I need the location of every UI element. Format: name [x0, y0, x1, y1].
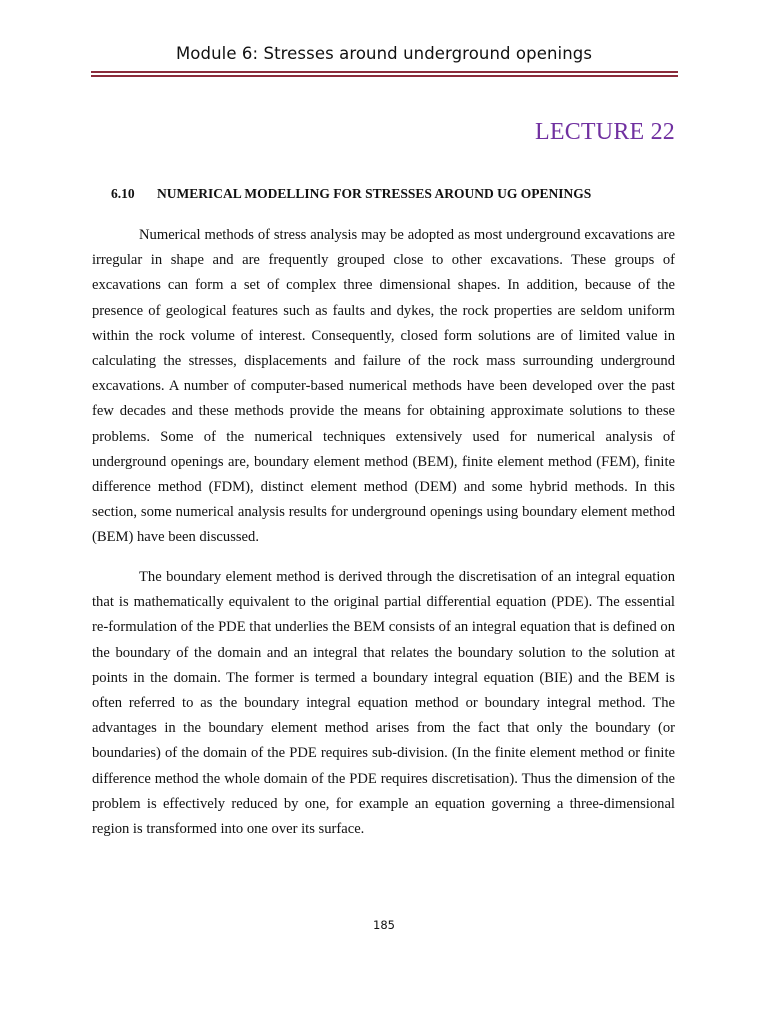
- section-heading: [111, 186, 591, 202]
- lecture-title: LECTURE 22: [535, 119, 675, 145]
- body-paragraph-2: The boundary element method is derived through the discretisation of an integral equation that is mathematically equivalent to the original partial differential equation (PDE). The essential re-formulation of the PDE that underlies the BEM consists of an integral equation that is defined on the boundary of the domain and an integral that relates the boundary solution to the solution at points in the domain. The former is termed a boundary integral equation (BIE) and the BEM is often referred to as the boundary integral equation method or boundary integral method. The advantages in the boundary element method arises from the fact that only the boundary (or boundaries) of the domain of the PDE requires sub-division. (In the finite element method or finite difference method the whole domain of the PDE requires discretisation). Thus the dimension of the problem is effectively reduced by one, for example an equation governing a three-dimensional region is transformed into one over its surface.: [92, 569, 675, 838]
- module-header-title: Module 6: Stresses around underground openings: [175, 44, 593, 63]
- page-number: 185: [373, 918, 395, 932]
- header-rule-top: [91, 71, 678, 73]
- section-title: NUMERICAL MODELLING FOR STRESSES AROUND UG OPENINGS: [157, 186, 592, 201]
- section-number: 6.10: [111, 186, 135, 201]
- header-rule-bottom: [91, 75, 678, 77]
- body-paragraph-1: Numerical methods of stress analysis may be adopted as most underground excavations are irregular in shape and are frequently grouped close to other excavations. These groups of excavations can form a set of complex three dimensional shapes. In addition, because of the presence of geological features such as faults and dykes, the rock properties are seldom uniform within the rock volume of interest. Consequently, closed form solutions are of limited value in calculating the stresses, displacements and failure of the rock mass surrounding underground excavations. A number of computer-based numerical methods have been developed over the past few decades and these methods provide the means for obtaining approximate solutions to these problems. Some of the numerical techniques extensively used for numerical analysis of underground openings are, boundary element method (BEM), finite element method (FEM), finite difference method (FDM), distinct element method (DEM) and some hybrid methods. In this section, some numerical analysis results for underground openings using boundary element method (BEM) have been discussed.: [92, 227, 675, 546]
